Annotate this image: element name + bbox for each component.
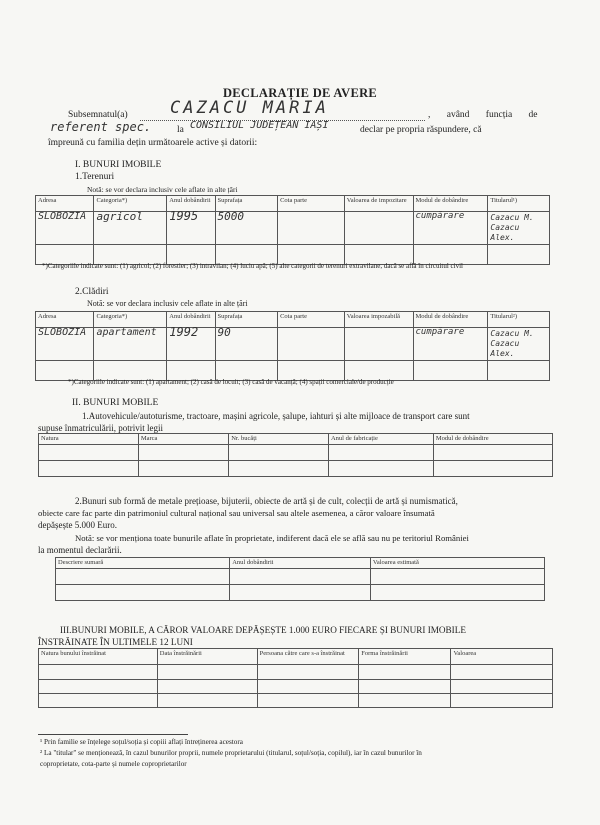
table-row (36, 212, 550, 245)
col-header: Modul de dobândire (413, 196, 488, 212)
cell-titular: Cazacu M. Cazacu Alex. (488, 328, 550, 361)
col-header: Valoarea impozabilă (344, 312, 413, 328)
footnote-2-line1: ² La "titular" se menționează, în cazul bunurilor proprii, numele proprietarului (titularul, soțul/soția, copilul), iar în cazul bunurilor în (40, 749, 422, 757)
table-row (36, 328, 550, 361)
vehicule-table (38, 433, 553, 477)
col-header: Anul de fabricație (328, 434, 433, 445)
terenuri-table (35, 195, 550, 265)
col-header: Suprafața (215, 312, 278, 328)
terenuri-footnote: *)Categoriile indicate sunt: (1) agricol; (2) forestier; (3) intravilan; (4) luciu apă; (5) alte categorii de terenuri extravilane, dacă se află în circuitul civil (42, 262, 463, 270)
section-3-heading-line2: ÎNSTRĂINATE ÎN ULTIMELE 12 LUNI (38, 637, 193, 647)
cell-adresa: SLOBOZIA (36, 212, 94, 245)
bunuri-pretioase-line3: depășește 5.000 Euro. (38, 520, 117, 530)
cladiri-heading: 2.Clădiri (75, 287, 109, 297)
footnote-2-line2: coproprietate, cota-parte și numele coproprietarilor (40, 760, 187, 768)
col-header: Adresa (36, 196, 94, 212)
intro-label-functia: , având funcția de (428, 110, 538, 120)
cell-titular: Cazacu M. Cazacu Alex. (488, 212, 550, 245)
cell-modul: cumpărare (413, 328, 488, 361)
section-2-heading: II. BUNURI MOBILE (72, 398, 159, 408)
intro-label-la: la (177, 125, 184, 135)
col-header: Valoarea estimată (370, 558, 544, 569)
cladiri-table (35, 311, 550, 381)
cell-adresa: SLOBOZIA (36, 328, 94, 361)
col-header: Anul dobândirii (167, 196, 215, 212)
col-header: Nr. bucăți (229, 434, 329, 445)
vehicule-paragraph-line2: supuse înmatriculării, potrivit legii (38, 423, 163, 433)
declarant-institution: CONSILIUL JUDEȚEAN IAȘI (190, 120, 329, 131)
col-header: Modul de dobândire (433, 434, 552, 445)
col-header: Anul dobândirii (167, 312, 215, 328)
terenuri-heading: 1.Terenuri (75, 172, 115, 182)
section-3-heading-line1: III.BUNURI MOBILE, A CĂROR VALOARE DEPĂȘEȘTE 1.000 EURO FIECARE ȘI BUNURI IMOBILE (60, 625, 466, 635)
bunuri-pretioase-line1: 2.Bunuri sub formă de metale prețioase, bijuterii, obiecte de artă și de cult, colecții de artă și numismatică, (75, 496, 458, 506)
col-header: Natura (39, 434, 139, 445)
col-header: Categoria*) (94, 196, 167, 212)
col-header: Cota parte (278, 196, 345, 212)
col-header: Valoarea de impozitare (344, 196, 413, 212)
col-header: Descriere sumară (56, 558, 230, 569)
cladiri-footnote: *)Categoriile indicate sunt: (1) apartament; (2) casă de locuit; (3) casă de vacanță; (4) spații comerciale/de producție (68, 378, 394, 386)
col-header: Forma înstrăinării (359, 649, 451, 665)
cell-modul: cumpărare (413, 212, 488, 245)
section-1-heading: I. BUNURI IMOBILE (75, 160, 162, 170)
document-title: DECLARAȚIE DE AVERE (222, 86, 378, 100)
declarant-function: referent spec. (50, 120, 152, 134)
vehicule-paragraph-line1: 1.Autovehicule/autoturisme, tractoare, mașini agricole, șalupe, iahturi și alte mijloace de transport care sunt (82, 411, 470, 421)
col-header: Data înstrăinării (157, 649, 257, 665)
footnote-1: ¹ Prin familie se înțelege soțul/soția și copiii aflați întreținerea acestora (40, 738, 243, 746)
cell-suprafata: 5000 (215, 212, 278, 245)
col-header: Persoana către care s-a înstrăinat (257, 649, 359, 665)
instrainari-table (38, 648, 553, 708)
col-header: Anul dobândirii (230, 558, 371, 569)
col-header: Titularul¹) (488, 196, 550, 212)
cladiri-note: Notă: se vor declara inclusiv cele aflate in alte țări (87, 299, 248, 308)
cell-suprafata: 90 (215, 328, 278, 361)
cell-cota (278, 212, 345, 245)
col-header: Valoarea (451, 649, 553, 665)
cell-categoria: agricol (94, 212, 167, 245)
col-header: Suprafața (215, 196, 278, 212)
col-header: Adresa (36, 312, 94, 328)
intro-label-impreuna: împreună cu familia dețin următoarele active și datorii: (48, 138, 258, 148)
cell-valoare (344, 212, 413, 245)
cell-categoria: apartament (94, 328, 167, 361)
col-header: Titularul²) (488, 312, 550, 328)
terenuri-note: Notă: se vor declara inclusiv cele aflate in alte țări (87, 185, 238, 194)
intro-label-declar: declar pe propria răspundere, că (360, 125, 482, 135)
intro-label-subsemnatul: Subsemnatul(a) (68, 110, 128, 120)
bunuri-pretioase-note-line1: Notă: se vor menționa toate bunurile aflate în proprietate, indiferent dacă ele se află sau nu pe teritoriul României (75, 533, 469, 543)
bunuri-pretioase-table (55, 557, 545, 601)
declarant-name: CAZACU MARIA (170, 98, 329, 118)
footnote-divider (38, 734, 188, 735)
bunuri-pretioase-line2: obiecte care fac parte din patrimoniul cultural național sau universal sau altele asemenea, a căror valoare însumată (38, 508, 435, 518)
cell-anul: 1992 (167, 328, 215, 361)
col-header: Cota parte (278, 312, 345, 328)
col-header: Natura bunului înstrăinat (39, 649, 158, 665)
cell-cota (278, 328, 345, 361)
col-header: Marca (138, 434, 228, 445)
col-header: Categoria*) (94, 312, 167, 328)
cell-anul: 1995 (167, 212, 215, 245)
bunuri-pretioase-note-line2: la momentul declarării. (38, 545, 122, 555)
col-header: Modul de dobândire (413, 312, 488, 328)
cell-valoare (344, 328, 413, 361)
